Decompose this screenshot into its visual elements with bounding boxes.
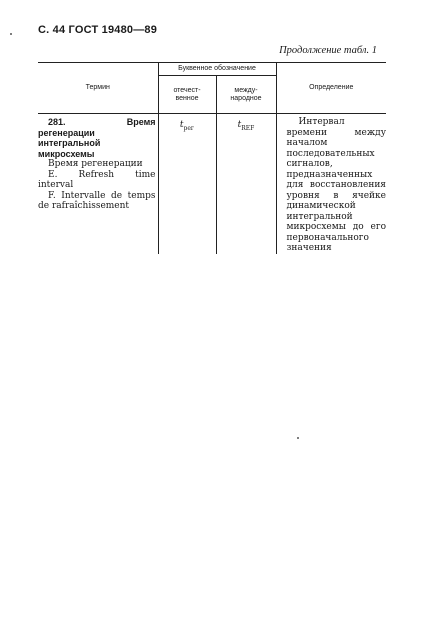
table-row bbox=[38, 114, 386, 254]
definition-text: Интервал времени между началом последовательных сигналов, предназначенных для восстановления уровня в ячейке динамической интегральной микросхемы до его первоначального значения bbox=[286, 117, 386, 253]
header-international: между-народное bbox=[216, 76, 276, 114]
term-english: E. Refresh time interval bbox=[38, 169, 156, 190]
term-cell bbox=[38, 114, 158, 254]
domestic-symbol-cell bbox=[158, 114, 216, 254]
scan-speck bbox=[297, 437, 299, 439]
terms-table bbox=[38, 62, 386, 254]
header-letter-designation: Буквенное обозначение bbox=[158, 63, 276, 76]
definition-cell bbox=[276, 114, 386, 254]
term-synonym: Время регенерации bbox=[48, 159, 143, 169]
header-domestic: отечест-венное bbox=[158, 76, 216, 114]
table-continuation-label: Продолжение табл. 1 bbox=[279, 45, 377, 56]
term-title: 281. Время регенерации интегральной микросхемы bbox=[38, 117, 156, 159]
international-symbol-cell bbox=[216, 114, 276, 254]
page-header: С. 44 ГОСТ 19480—89 bbox=[38, 24, 158, 36]
term-french: F. Intervalle de temps de rafraîchissement bbox=[38, 190, 156, 211]
international-symbol: $t_{REF}$ bbox=[237, 120, 255, 132]
domestic-symbol: $t_{рег}$ bbox=[179, 120, 195, 132]
scan-speck bbox=[10, 33, 12, 35]
header-definition: Определение bbox=[276, 63, 386, 114]
header-term: Термин bbox=[38, 63, 158, 114]
